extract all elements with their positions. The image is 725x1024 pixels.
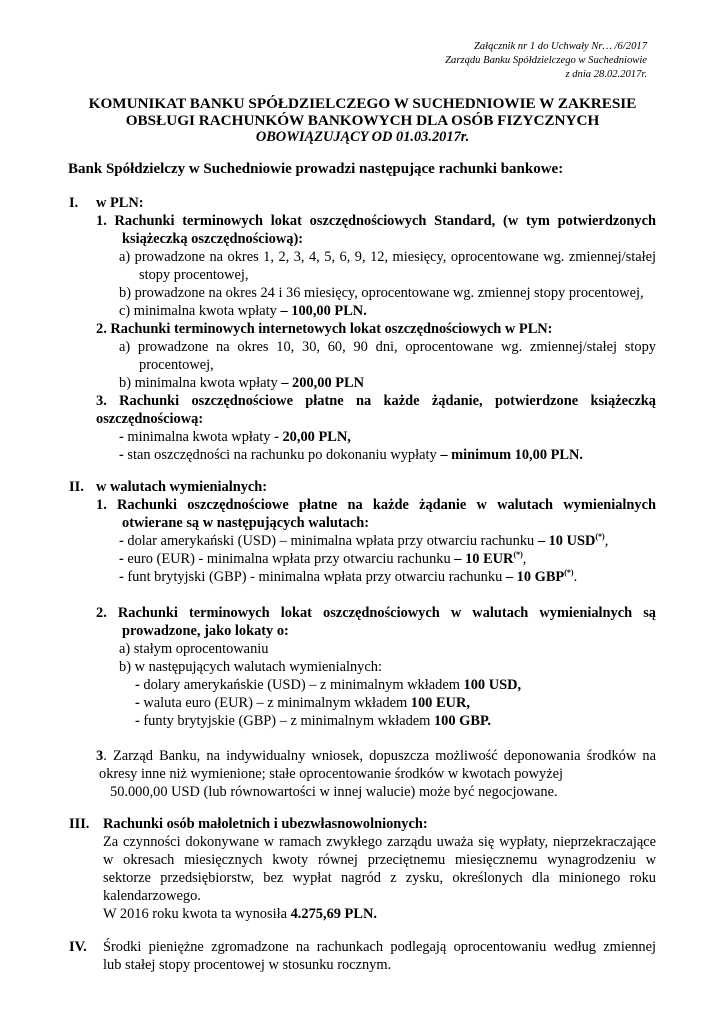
s1-p3-line-1: 3. Rachunki oszczędnościowe płatne na każde żądanie, potwierdzone książeczką [96, 393, 656, 409]
s1-p3-dash-1: - minimalna kwota wpłaty - 20,00 PLN, [119, 429, 351, 445]
header-line-3: z dnia 28.02.2017r. [565, 69, 647, 80]
s2-p2-line-1: 2. Rachunki terminowych lokat oszczędnościowych w walutach wymienialnych są [96, 605, 656, 621]
s1-p1-item-b: b) prowadzone na okres 24 i 36 miesięcy, oprocentowane wg. zmiennej stopy procentowej, [119, 285, 644, 301]
s1-p2-item-b: b) minimalna kwota wpłaty – 200,00 PLN [119, 375, 365, 391]
s1-p1-item-a: a) prowadzone na okres 1, 2, 3, 4, 5, 6, 9, 12, miesięcy, oprocentowane wg. zmiennej/stałej [119, 249, 656, 265]
title-line-1: KOMUNIKAT BANKU SPÓŁDZIELCZEGO W SUCHEDNIOWIE W ZAKRESIE [88, 95, 637, 112]
s2-p1-line-1: 1. Rachunki oszczędnościowe płatne na każde żądanie w walutach wymienialnych [96, 497, 656, 513]
s1-p3-line-2: oszczędnościową: [96, 411, 204, 427]
s2-p2-item-a: a) stałym oprocentowaniu [119, 641, 269, 657]
s2-p1-dash-usd: - dolar amerykański (USD) – minimalna wpłata przy otwarciu rachunku – 10 USD(*), [119, 532, 609, 549]
s1-p1-line-2: książeczką oszczędnościową): [122, 231, 304, 247]
intro-text: Bank Spółdzielczy w Suchedniowie prowadzi następujące rachunki bankowe: [68, 161, 564, 177]
s2-p1-dash-eur: - euro (EUR) - minimalna wpłata przy otwarciu rachunku – 10 EUR(*), [119, 550, 527, 567]
s3-line-3: sektorze przedsiębiorstw, bez wypłat nagród z zysku, określonych dla minionego roku [103, 870, 656, 886]
section-2-heading: w walutach wymienialnych: [96, 479, 268, 495]
s2-p3-line-1: 3. Zarząd Banku, na indywidualny wniosek, dopuszcza możliwość deponowania środków na [96, 748, 656, 764]
s4-line-2: lub stałej stopy procentowej w stosunku rocznym. [103, 957, 392, 973]
s1-p2-item-a: a) prowadzone na okres 10, 30, 60, 90 dni, oprocentowane wg. zmiennej/stałej stopy [119, 339, 656, 355]
s2-p2-line-2: prowadzone, jako lokaty o: [122, 623, 289, 639]
header-line-2: Zarządu Banku Spółdzielczego w Suchedniowie [445, 55, 647, 66]
s1-p1-item-a-cont: stopy procentowej, [139, 267, 249, 283]
section-1-heading: w PLN: [96, 195, 144, 211]
s3-line-2: w okresach miesięcznych kwoty równej przeciętnemu miesięcznemu wynagrodzeniu w [103, 852, 656, 868]
s2-p3-line-3: 50.000,00 USD (lub równowartości w innej walucie) może być negocjowane. [110, 784, 558, 800]
title-line-3: OBOWIĄZUJĄCY OD 01.03.2017r. [255, 129, 470, 145]
s3-line-5: W 2016 roku kwota ta wynosiła 4.275,69 PLN. [103, 906, 377, 922]
s1-p2-line-1: 2. Rachunki terminowych internetowych lokat oszczędnościowych w PLN: [96, 321, 553, 337]
s2-p2-dash-gbp: - funty brytyjskie (GBP) – z minimalnym wkładem 100 GBP. [135, 713, 492, 729]
title-line-2: OBSŁUGI RACHUNKÓW BANKOWYCH DLA OSÓB FIZYCZNYCH [125, 112, 600, 129]
s1-p1-item-c: c) minimalna kwota wpłaty – 100,00 PLN. [119, 303, 367, 319]
s3-line-1: Za czynności dokonywane w ramach zwykłego zarządu uważa się wypłaty, nieprzekraczające [103, 834, 656, 850]
s2-p2-dash-usd: - dolary amerykańskie (USD) – z minimalnym wkładem 100 USD, [135, 677, 522, 693]
s3-line-4: kalendarzowego. [103, 888, 201, 904]
s2-p1-line-2: otwierane są w następujących walutach: [122, 515, 370, 531]
s2-p3-line-2: okresy inne niż wymienione; stałe oprocentowanie środków w kwotach powyżej [99, 766, 563, 782]
s2-p2-item-b: b) w następujących walutach wymienialnych: [119, 659, 382, 675]
section-3-number: III. [69, 816, 90, 832]
header-line-1: Załącznik nr 1 do Uchwały Nr… /6/2017 [473, 41, 647, 52]
section-2-number: II. [69, 479, 84, 495]
s2-p1-dash-gbp: - funt brytyjski (GBP) - minimalna wpłata przy otwarciu rachunku – 10 GBP(*). [119, 568, 578, 585]
s1-p2-item-a-cont: procentowej, [139, 357, 214, 373]
section-1-number: I. [69, 195, 79, 211]
s1-p1-line-1: 1. Rachunki terminowych lokat oszczędnościowych Standard, (w tym potwierdzonych [96, 213, 656, 229]
s2-p2-dash-eur: - waluta euro (EUR) – z minimalnym wkładem 100 EUR, [135, 695, 470, 711]
s4-line-1: Środki pieniężne zgromadzone na rachunkach podlegają oprocentowaniu według zmiennej [103, 939, 656, 955]
section-4-number: IV. [69, 939, 87, 955]
s1-p3-dash-2: - stan oszczędności na rachunku po dokonaniu wypłaty – minimum 10,00 PLN. [119, 447, 584, 463]
section-3-heading: Rachunki osób małoletnich i ubezwłasnowolnionych: [103, 816, 428, 832]
